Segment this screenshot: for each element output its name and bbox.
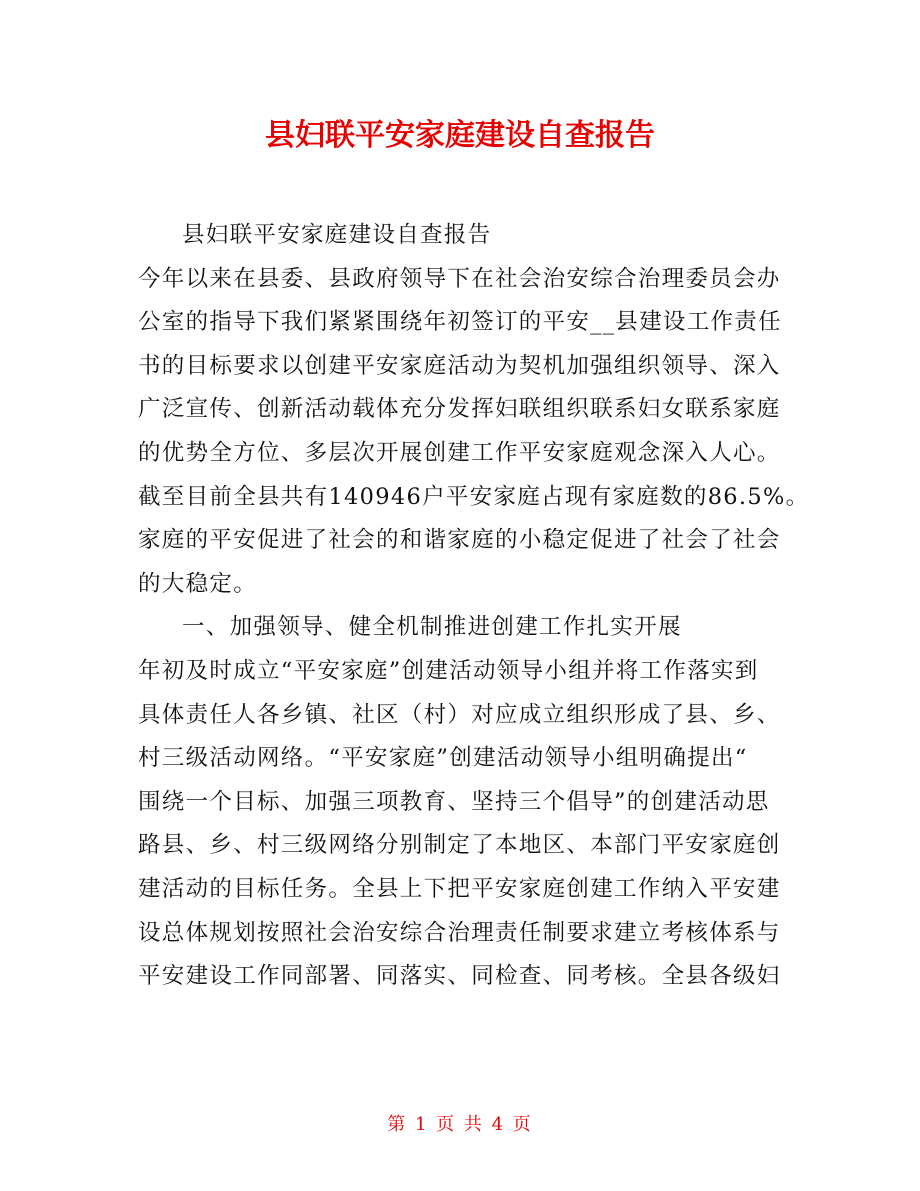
body-line: 今年以来在县委、县政府领导下在社会治安综合治理委员会办 <box>138 265 781 292</box>
body-line-subtitle: 县妇联平安家庭建设自查报告 <box>182 222 492 248</box>
body-line: 围绕一个目标、加强三项教育、坚持三个倡导”的创建活动思 <box>138 788 770 815</box>
body-line: 建活动的目标任务。全县上下把平安家庭创建工作纳入平安建 <box>138 875 781 902</box>
document-title: 县妇联平安家庭建设自查报告 <box>265 118 655 153</box>
body-line: 具体责任人各乡镇、社区（村）对应成立组织形成了县、乡、 <box>138 701 781 728</box>
body-line: 设总体规划按照社会治安综合治理责任制要求建立考核体系与 <box>138 919 781 946</box>
document-body <box>138 214 810 999</box>
body-line: 的优势全方位、多层次开展创建工作平安家庭观念深入人心。 <box>138 439 781 466</box>
body-line: 书的目标要求以创建平安家庭活动为契机加强组织领导、深入 <box>138 352 781 379</box>
body-line: 平安建设工作同部署、同落实、同检查、同考核。全县各级妇 <box>138 963 781 990</box>
body-line: 广泛宣传、创新活动载体充分发挥妇联组织联系妇女联系家庭 <box>138 396 781 423</box>
body-line: 村三级活动网络。“平安家庭”创建活动领导小组明确提出“ <box>138 745 748 772</box>
body-line: 路县、乡、村三级网络分别制定了本地区、本部门平安家庭创 <box>138 832 781 859</box>
body-line: 的大稳定。 <box>138 570 258 597</box>
page-number-footer: 第 1 页 共 4 页 <box>387 1114 533 1135</box>
body-line: 年初及时成立“平安家庭”创建活动领导小组并将工作落实到 <box>138 657 759 684</box>
body-line: 截至目前全县共有140946户平安家庭占现有家庭数的86.5%。 <box>138 483 810 510</box>
body-line: 家庭的平安促进了社会的和谐家庭的小稳定促进了社会了社会 <box>138 527 781 554</box>
section-heading: 一、加强领导、健全机制推进创建工作扎实开展 <box>182 614 682 641</box>
body-line: 公室的指导下我们紧紧围绕年初签订的平安__县建设工作责任 <box>138 309 782 336</box>
